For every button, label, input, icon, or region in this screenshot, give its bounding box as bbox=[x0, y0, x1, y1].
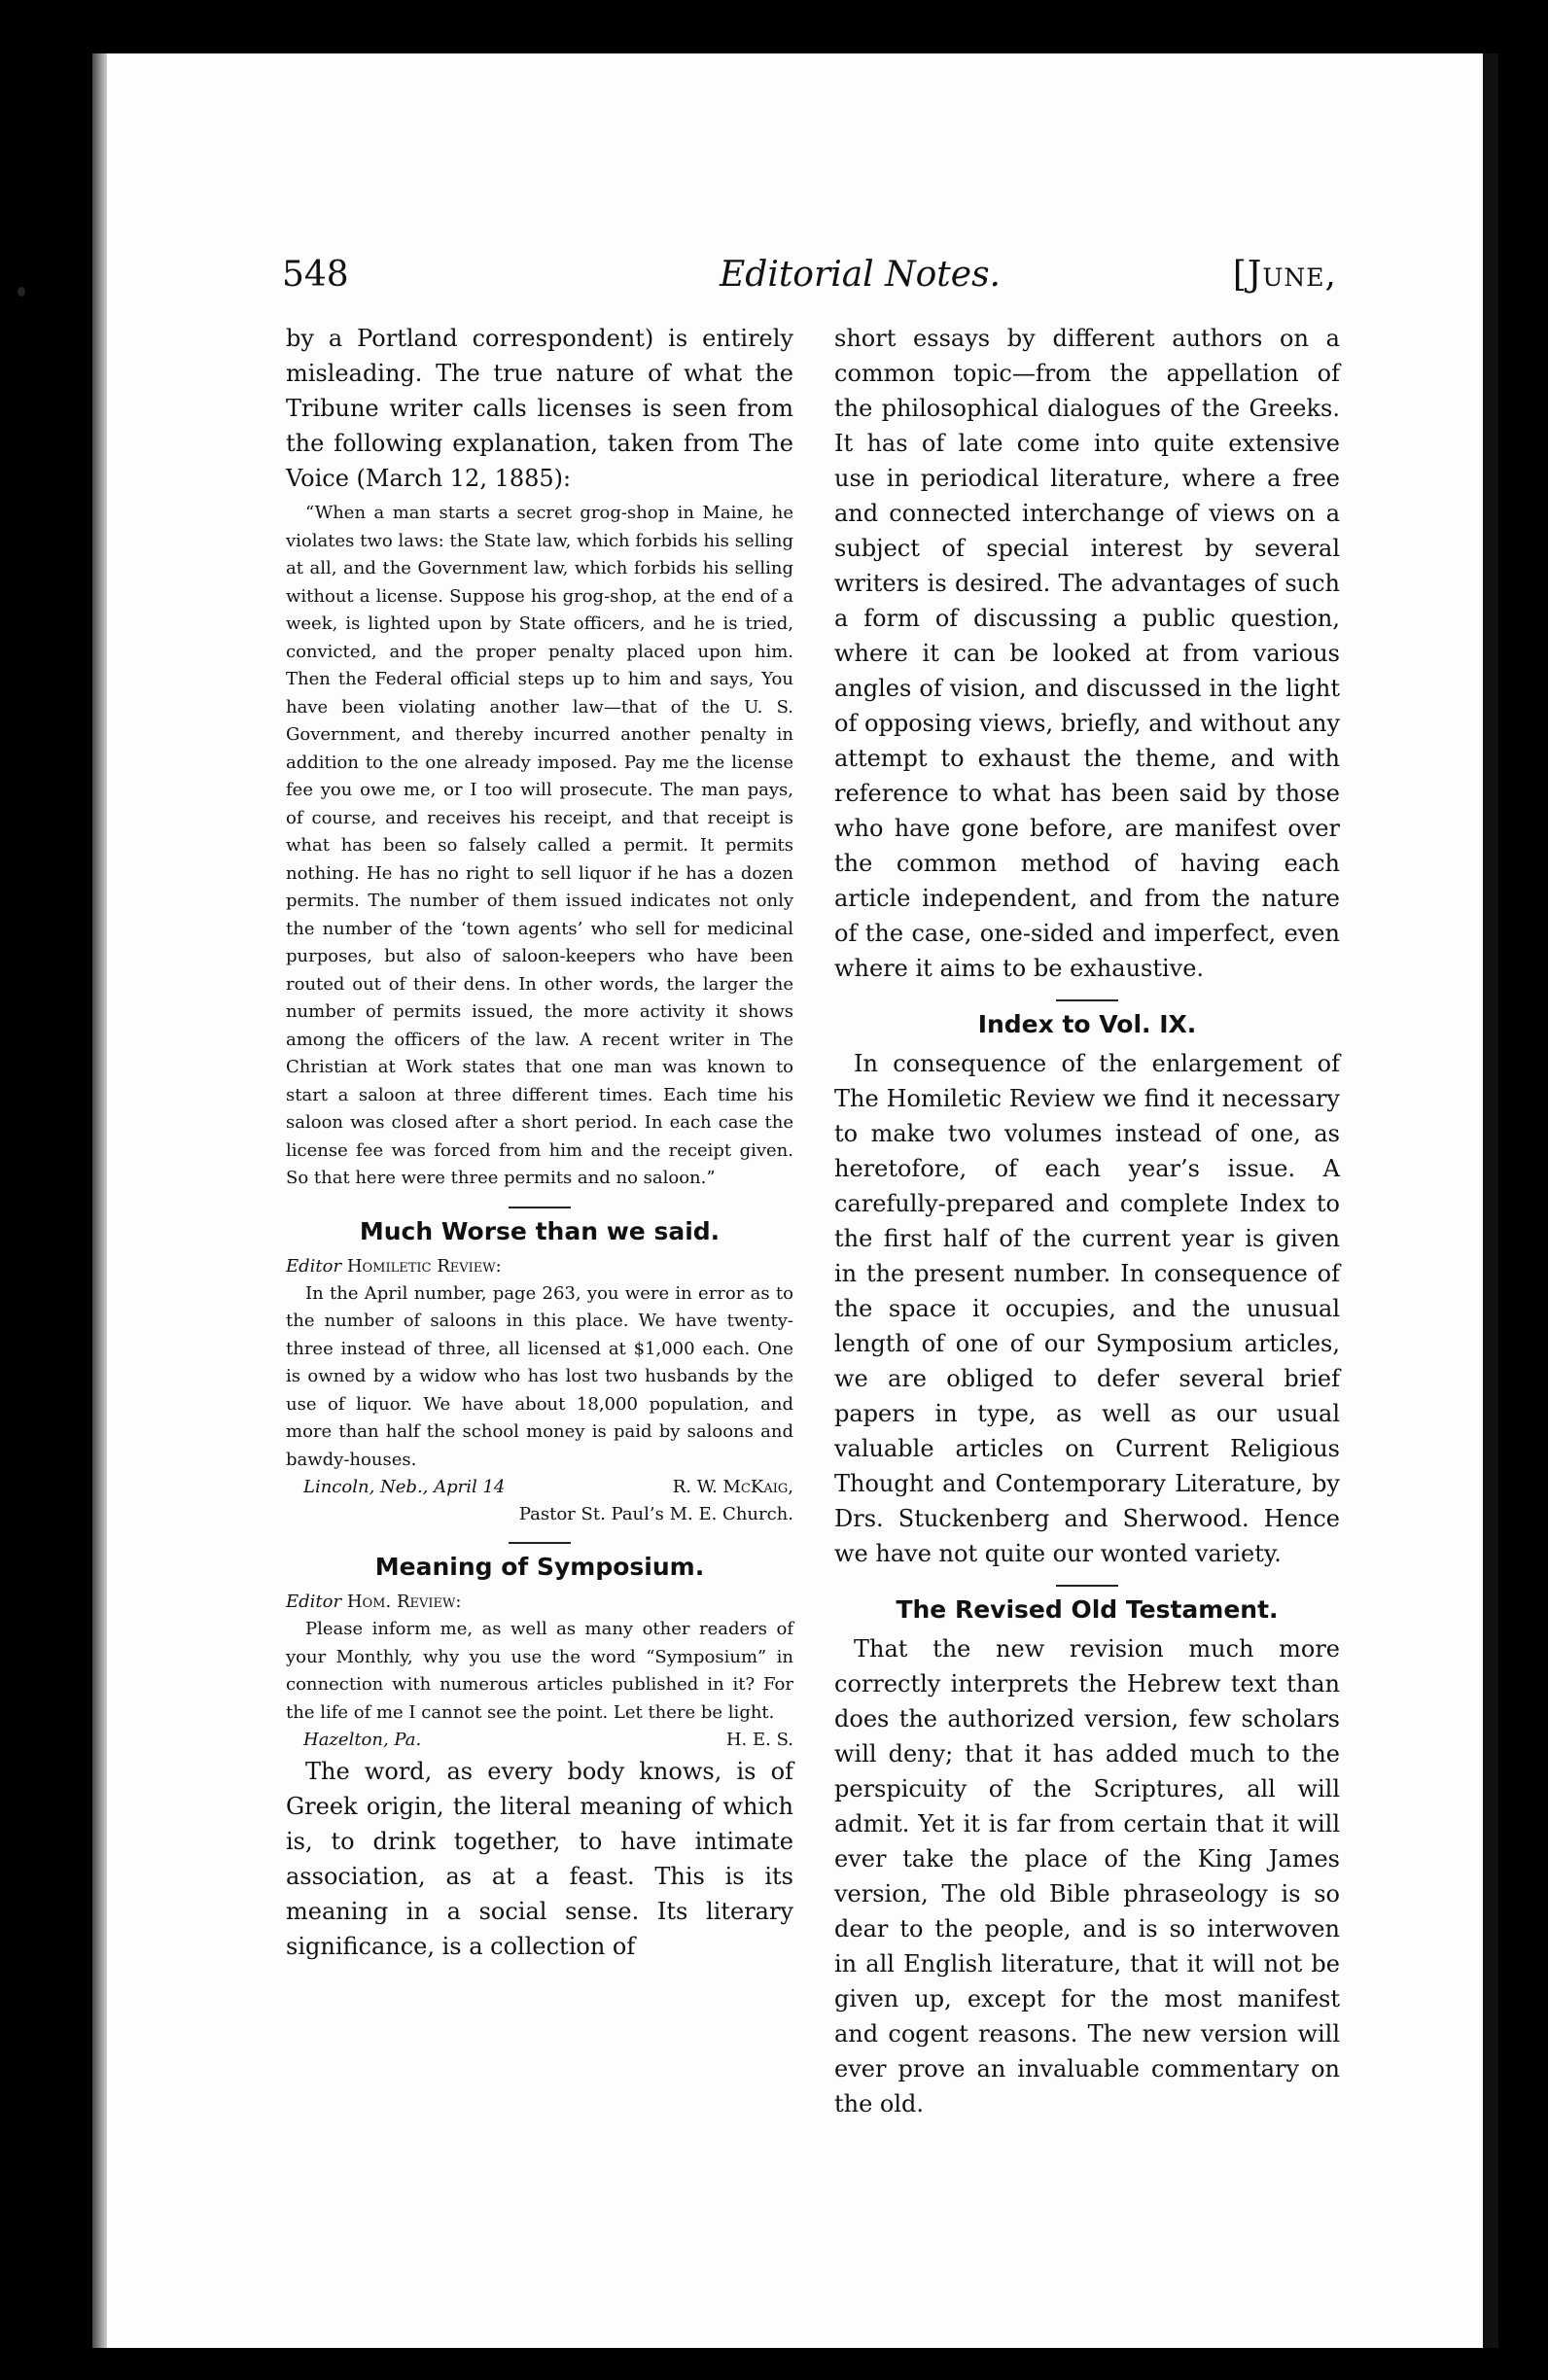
running-header bbox=[282, 255, 1337, 298]
scan-speck bbox=[18, 287, 25, 297]
section-rule bbox=[1056, 999, 1118, 1001]
left-column bbox=[286, 321, 793, 1964]
heading-index: Index to Vol. IX. bbox=[977, 1010, 1197, 1038]
signer-title-line bbox=[286, 1501, 793, 1528]
symposium-continuation: short essays by different authors on a common topic—from the appellation of the philosophical dialogues of the Greeks. It has of late come into quite extensive use in periodical literature, where a free and connected interchange of views on a subject of special interest by several writers is desired. The advantages of such a form of discussing a public question, where it can be looked at from various angles of vision, and discussed in the light of opposing views, briefly, and without any attempt to exhaust the theme, and with reference to what has been said by those who have gone before, are manifest over the common method of having each article independent, and from the nature of the case, one-sided and imperfect, even where it aims to be exhaustive. bbox=[834, 325, 1340, 982]
editor-prefix: Editor bbox=[286, 1592, 342, 1612]
right-column bbox=[834, 321, 1340, 2121]
section-rule bbox=[1056, 1585, 1118, 1587]
section-rule bbox=[509, 1207, 571, 1208]
initials: H. E. S. bbox=[725, 1730, 793, 1750]
editor-line bbox=[286, 1253, 793, 1280]
intro-paragraph: by a Portland correspondent) is entirely misleading. The true nature of what the Tribune writer calls licenses is seen from the following explanation, taken from The Voice (March 12, 1885): bbox=[286, 325, 793, 492]
heading-much-worse: Much Worse than we said. bbox=[359, 1216, 721, 1245]
page-number: 548 bbox=[282, 255, 349, 295]
header-month: [June, bbox=[1232, 255, 1337, 295]
signature-line bbox=[286, 1727, 793, 1754]
place-date: Lincoln, Neb., April 14 bbox=[303, 1477, 506, 1497]
running-title: Editorial Notes. bbox=[720, 255, 1001, 295]
editor-prefix: Editor bbox=[286, 1255, 342, 1277]
editor-line bbox=[286, 1589, 793, 1616]
signer-title: Pastor St. Paul’s M. E. Church. bbox=[518, 1504, 793, 1524]
heading-revised-ot: The Revised Old Testament. bbox=[896, 1595, 1279, 1624]
place: Hazelton, Pa. bbox=[303, 1730, 422, 1750]
page-right-edge bbox=[1483, 53, 1498, 2348]
revised-ot-paragraph: That the new revision much more correctly interprets the Hebrew text than does the authorized version, few scholars will deny; that it has added much to the perspicuity of the Scriptures, all will admit. Yet it is far from certain that it will ever take the place of the King James version, The old Bible phraseology is so dear to the people, and is so interwoven in all English literature, that it will not be given up, except for the most manifest and cogent reasons. The new version will ever prove an invaluable commentary on the old. bbox=[834, 1635, 1340, 2118]
index-paragraph: In consequence of the enlargement of The Homiletic Review we find it necessary to make two volumes instead of one, as heretofore, of each year’s issue. A carefully-prepared and complete Index to the first half of the current year is given in the present number. In consequence of the space it occupies, and the unusual length of one of our Symposium articles, we are obliged to defer several brief papers in type, as well as our usual valuable articles on Current Religious Thought and Contemporary Literature, by Drs. Stuckenberg and Sherwood. Hence we have not quite our wonted variety. bbox=[834, 1050, 1340, 1567]
signature-line bbox=[286, 1474, 793, 1501]
signer-name: R. W. McKaig, bbox=[672, 1477, 793, 1497]
symposium-reply: The word, as every body knows, is of Greek origin, the literal meaning of which is, to drink together, to have intimate association, as at a feast. This is its meaning in a social sense. Its literary significance, is a collection of bbox=[286, 1758, 793, 1960]
letter-mckaig: In the April number, page 263, you were in error as to the number of saloons in this place. We have twenty-three instead of three, all licensed at $1,000 each. One is owned by a widow who has lost two husbands by the use of liquor. We have about 18,000 population, and more than half the school money is paid by saloons and bawdy-houses. bbox=[286, 1282, 793, 1470]
editor-name: Hom. Review: bbox=[346, 1592, 462, 1612]
letter-hes: Please inform me, as well as many other readers of your Monthly, why you use the word “Symposium” in connection with numerous articles published in it? For the life of me I cannot see the point. Let there be light. bbox=[286, 1619, 793, 1723]
voice-quote: “When a man starts a secret grog-shop in Maine, he violates two laws: the State law, which forbids his selling at all, and the Government law, which forbids his selling without a license. Suppose his grog-shop, at the end of a week, is lighted upon by State officers, and he is tried, convicted, and the proper penalty placed upon him. Then the Federal official steps up to him and says, You have been violating another law—that of the U. S. Government, and thereby incurred another penalty in addition to the one already imposed. Pay me the license fee you owe me, or I too will prosecute. The man pays, of course, and receives his receipt, and that receipt is what has been so falsely called a permit. It permits nothing. He has no right to sell liquor if he has a dozen permits. The number of them issued indicates not only the number of the ‘town agents’ who sell for medicinal purposes, but also of saloon-keepers who have been routed out of their dens. In other words, the larger the number of permits issued, the more activity it shows among the officers of the law. A recent writer in The Christian at Work states that one man was known to start a saloon at three different times. Each time his saloon was closed after a short period. In each case the license fee was forced from him and the receipt given. So that here were three permits and no saloon.” bbox=[286, 503, 793, 1188]
section-rule bbox=[509, 1542, 571, 1544]
heading-symposium: Meaning of Symposium. bbox=[374, 1553, 705, 1581]
editor-name: Homiletic Review: bbox=[346, 1255, 502, 1277]
